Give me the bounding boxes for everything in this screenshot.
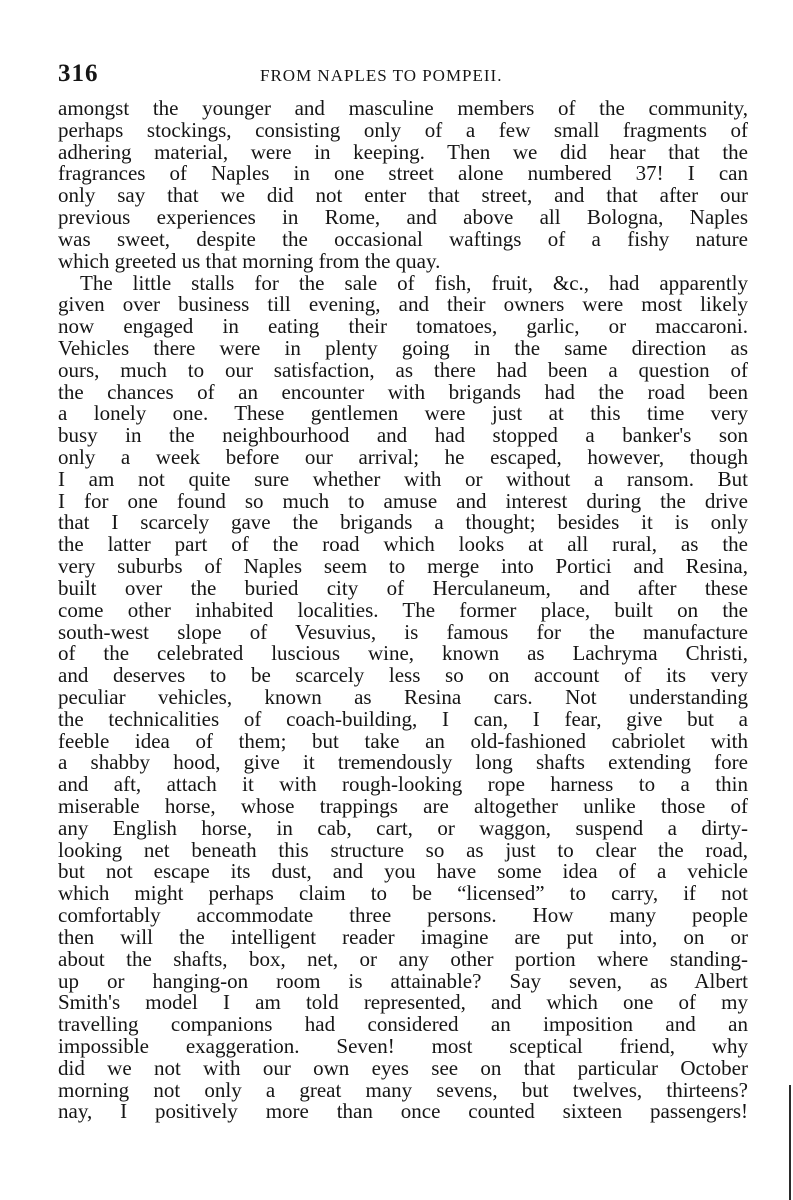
text-line: and aft, attach it with rough-looking rope harness to a thin (58, 772, 748, 797)
text-line: miserable horse, whose trappings are altogether unlike those of (58, 794, 748, 818)
text-line: the chances of an encounter with brigands had the road been (58, 379, 748, 404)
text-line: I for one found so much to amuse and interest during the drive (58, 488, 748, 513)
body-text (58, 98, 748, 1123)
text-line: very suburbs of Naples seem to merge into Portici and Resina, (58, 554, 748, 579)
text-line: but not escape its dust, and you have some idea of a vehicle (58, 859, 748, 884)
text-line: a lonely one. These gentlemen were just at this time very (58, 401, 748, 426)
text-line: the technicalities of coach-building, I can, I fear, give but a (58, 706, 748, 731)
paragraph-end-line: which greeted us that morning from the quay. (58, 248, 441, 273)
text-line: ours, much to our satisfaction, as there had been a question of (58, 357, 748, 382)
page-number: 316 (58, 60, 99, 87)
text-line: adhering material, were in keeping. Then we did hear that the (58, 139, 748, 164)
text-line: fragrances of Naples in one street alone numbered 37! I can (58, 161, 748, 186)
text-line: come other inhabited localities. The former place, built on the (58, 597, 748, 622)
text-line: then will the intelligent reader imagine are put into, on or (58, 924, 748, 949)
text-line: any English horse, in cab, cart, or waggon, suspend a dirty- (58, 815, 748, 840)
running-head (58, 60, 748, 90)
text-line: built over the buried city of Herculaneum, and after these (58, 575, 748, 600)
text-line: nay, I positively more than once counted sixteen passengers! (58, 1099, 748, 1124)
text-line: about the shafts, box, net, or any other portion where standing- (58, 946, 748, 971)
text-line: did we not with our own eyes see on that particular October (58, 1055, 748, 1080)
text-line: feeble idea of them; but take an old-fashioned cabriolet with (58, 728, 748, 753)
text-line: Smith's model I am told represented, and which one of my (58, 990, 748, 1015)
text-line: busy in the neighbourhood and had stopped a banker's son (58, 423, 748, 448)
text-line: previous experiences in Rome, and above all Bologna, Naples (58, 205, 748, 230)
text-line: now engaged in eating their tomatoes, garlic, or maccaroni. (58, 314, 748, 339)
text-line: I am not quite sure whether with or without a ransom. But (58, 466, 748, 491)
text-line: only say that we did not enter that street, and that after our (58, 183, 748, 208)
text-line: morning not only a great many sevens, but twelves, thirteens? (58, 1077, 748, 1102)
text-line: and deserves to be scarcely less so on account of its very (58, 663, 748, 688)
text-line: amongst the younger and masculine members of the community, (58, 96, 748, 120)
text-line: south-west slope of Vesuvius, is famous for the manufacture (58, 619, 748, 644)
text-line: up or hanging-on room is attainable? Say seven, as Albert (58, 968, 748, 993)
text-line: was sweet, despite the occasional waftings of a fishy nature (58, 226, 748, 251)
text-line: impossible exaggeration. Seven! most sceptical friend, why (58, 1033, 748, 1058)
text-line: of the celebrated luscious wine, known as Lachryma Christi, (58, 641, 748, 666)
text-line: travelling companions had considered an imposition and an (58, 1012, 748, 1037)
text-line: only a week before our arrival; he escaped, however, though (58, 445, 748, 469)
text-line: which might perhaps claim to be “licensed” to carry, if not (58, 881, 748, 906)
running-title: FROM NAPLES TO POMPEII. (260, 66, 503, 85)
text-line: comfortably accommodate three persons. How many people (58, 903, 748, 928)
text-line: that I scarcely gave the brigands a thought; besides it is only (58, 510, 748, 535)
text-line: perhaps stockings, consisting only of a few small fragments of (58, 117, 748, 142)
text-line: peculiar vehicles, known as Resina cars. Not understanding (58, 684, 748, 709)
text-line: the latter part of the road which looks at all rural, as the (58, 532, 748, 557)
paragraph-start-line: The little stalls for the sale of fish, fruit, &c., had apparently (80, 270, 748, 295)
text-line: given over business till evening, and their owners were most likely (58, 292, 748, 317)
text-line: Vehicles there were in plenty going in the same direction as (58, 335, 748, 360)
page-edge-rule (789, 1085, 791, 1200)
text-line: looking net beneath this structure so as just to clear the road, (58, 837, 748, 862)
text-line: a shabby hood, give it tremendously long shafts extending fore (58, 750, 748, 775)
